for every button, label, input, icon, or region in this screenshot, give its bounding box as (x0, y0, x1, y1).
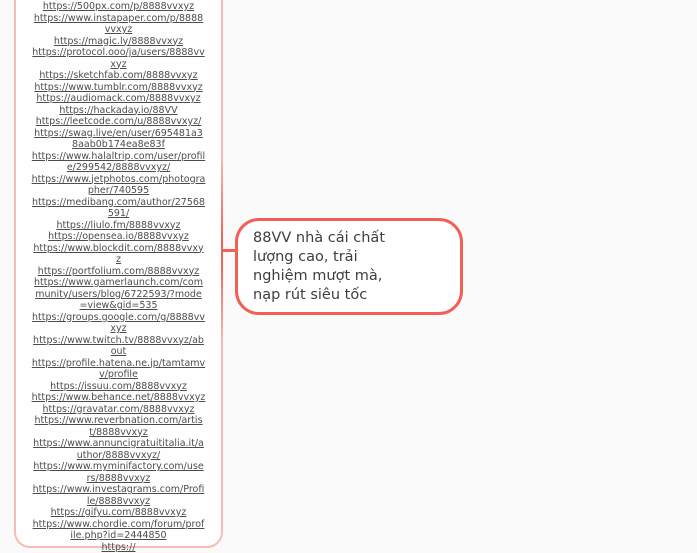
central-topic-node[interactable] (235, 218, 463, 315)
profile-link-clipped[interactable]: https:// (32, 542, 206, 553)
profile-link[interactable]: https://leetcode.com/u/8888vvxyz/ (32, 116, 206, 128)
links-branch-box (14, 0, 223, 548)
profile-link[interactable]: https://groups.google.com/g/8888vvxyz (32, 312, 206, 335)
profile-link[interactable]: https://www.halaltrip.com/user/profile/299542/8888vvxyz/ (32, 151, 206, 174)
profile-link[interactable]: https://hackaday.io/88VV (32, 105, 206, 117)
profile-link[interactable]: https://www.reverbnation.com/artist/8888vvxyz (32, 415, 206, 438)
profile-link[interactable]: https://www.annuncigratuititalia.it/author/8888vvxyz/ (32, 438, 206, 461)
link-list (16, 1, 221, 553)
profile-link[interactable]: https://www.blockdit.com/8888vvxyz (32, 243, 206, 266)
central-topic-label: 88VV nhà cái chất lượng cao, trải nghiệm mượt mà, nạp rút siêu tốc (253, 229, 413, 305)
branch-connector-line (222, 249, 236, 252)
profile-link[interactable]: https://protocol.ooo/ja/users/8888vvxyz (32, 47, 206, 70)
profile-link[interactable]: https://swag.live/en/user/695481a38aab0b174ea8e83f (32, 128, 206, 151)
profile-link[interactable]: https://gifyu.com/8888vvxyz (32, 507, 206, 519)
profile-link[interactable]: https://www.tumblr.com/8888vvxyz (32, 82, 206, 94)
profile-link[interactable]: https://liulo.fm/8888vvxyz (32, 220, 206, 232)
profile-link[interactable]: https://www.twitch.tv/8888vvxyz/about (32, 335, 206, 358)
profile-link[interactable]: https://www.instapaper.com/p/8888vvxyz (32, 13, 206, 36)
profile-link[interactable]: https://www.chordie.com/forum/profile.php?id=2444850 (32, 519, 206, 542)
profile-link[interactable]: https://www.myminifactory.com/users/8888vvxyz (32, 461, 206, 484)
profile-link[interactable]: https://medibang.com/author/27568591/ (32, 197, 206, 220)
profile-link[interactable]: https://opensea.io/8888vvxyz (32, 231, 206, 243)
profile-link[interactable]: https://gravatar.com/8888vvxyz (32, 404, 206, 416)
profile-link[interactable]: https://portfolium.com/8888vvxyz (32, 266, 206, 278)
profile-link[interactable]: https://issuu.com/8888vvxyz (32, 381, 206, 393)
profile-link[interactable]: https://www.gamerlaunch.com/community/users/blog/6722593/?mode=view&gid=535 (32, 277, 206, 312)
profile-link[interactable]: https://www.investagrams.com/Profile/8888vvxyz (32, 484, 206, 507)
profile-link[interactable]: https://www.jetphotos.com/photographer/740595 (32, 174, 206, 197)
profile-link[interactable]: https://www.behance.net/8888vvxyz (32, 392, 206, 404)
profile-link[interactable]: https://magic.ly/8888vvxyz (32, 36, 206, 48)
profile-link[interactable]: https://500px.com/p/8888vvxyz (32, 1, 206, 13)
profile-link[interactable]: https://audiomack.com/8888vvxyz (32, 93, 206, 105)
profile-link[interactable]: https://profile.hatena.ne.jp/tamtamvv/profile (32, 358, 206, 381)
profile-link[interactable]: https://sketchfab.com/8888vvxyz (32, 70, 206, 82)
